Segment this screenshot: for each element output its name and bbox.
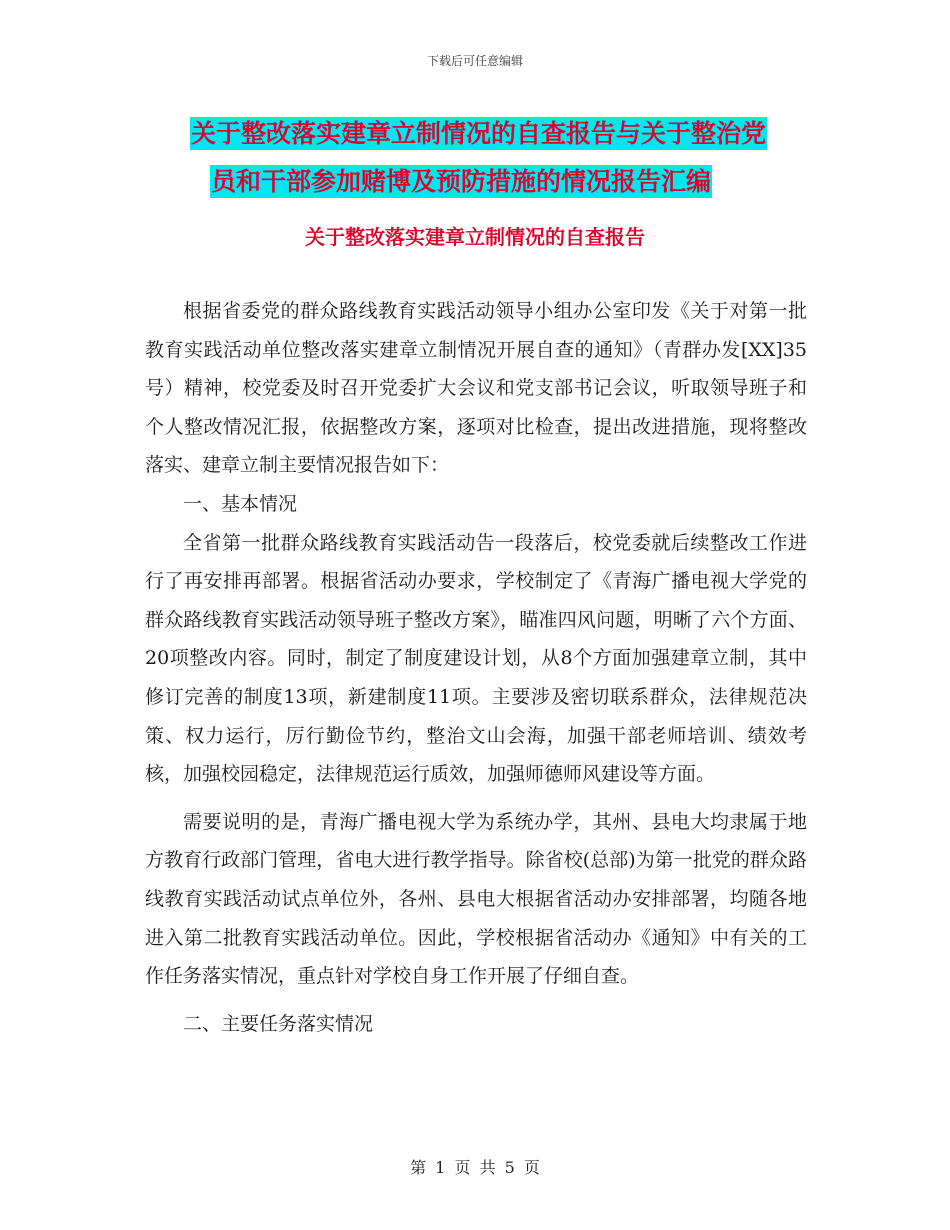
document-title: [0, 110, 950, 206]
title-line-2: [0, 158, 950, 206]
heading-basic-situation: 一、基本情况: [183, 492, 298, 515]
paragraph-basic-situation: 全省第一批群众路线教育实践活动告一段落后，校党委就后续整改工作进行了再安排再部署。根据省活动办要求，学校制定了《青海广播电视大学党的群众路线教育实践活动领导班子整改方案》，瞄准四风问题，明晰了六个方面、20项整改内容。同时，制定了制度建设计划，从8个方面加强建章立制，其中修订完善的制度13项，新建制度11项。主要涉及密切联系群众，法律规范决策、权力运行，厉行勤俭节约，整治文山会海，加强干部老师培训、绩效考核，加强校园稳定，法律规范运行质效，加强师德师风建设等方面。: [145, 531, 807, 786]
page-header-note: 下载后可任意编辑: [426, 54, 523, 68]
title-line-1-text: 关于整改落实建章立制情况的自查报告与关于整治党: [191, 119, 767, 148]
title-line-1: [0, 110, 950, 158]
paragraph-explanation: 需要说明的是，青海广播电视大学为系统办学，其州、县电大均隶属于地方教育行政部门管理，省电大进行教学指导。除省校(总部)为第一批党的群众路线教育实践活动试点单位外，各州、县电大根据省活动办安排部署，均随各地进入第二批教育实践活动单位。因此，学校根据省活动办《通知》中有关的工作任务落实情况，重点针对学校自身工作开展了仔细自查。: [145, 810, 807, 988]
heading-main-tasks: 二、主要任务落实情况: [183, 1012, 374, 1035]
page-number: 第 1 页 共 5 页: [410, 1158, 540, 1177]
title-line-2-text: 员和干部参加赌博及预防措施的情况报告汇编: [211, 167, 712, 196]
paragraph-intro: 根据省委党的群众路线教育实践活动领导小组办公室印发《关于对第一批教育实践活动单位整改落实建章立制情况开展自查的通知》（青群办发[XX]35号）精神，校党委及时召开党委扩大会议和党支部书记会议，听取领导班子和个人整改情况汇报，依据整改方案，逐项对比检查，提出改进措施，现将整改落实、建章立制主要情况报告如下：: [145, 300, 807, 477]
section-title: 关于整改落实建章立制情况的自查报告: [305, 225, 645, 249]
document-body: [145, 292, 807, 1043]
